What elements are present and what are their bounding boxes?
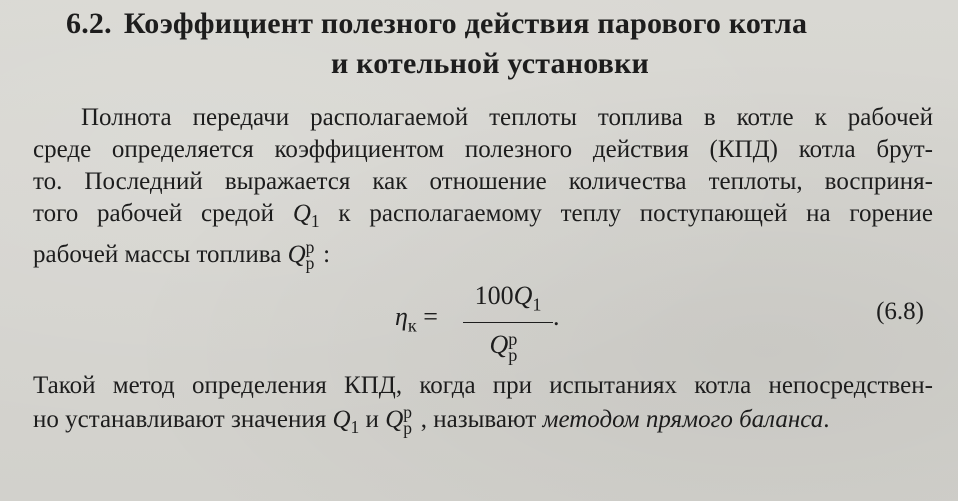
section-number: 6.2. bbox=[66, 7, 112, 40]
sup-sub bbox=[508, 327, 526, 366]
coefficient: 100 bbox=[474, 281, 514, 310]
paragraph-line: Полнота передачи располагаемой теплоты топлива в котле к рабочей bbox=[81, 104, 933, 131]
subscript-1: 1 bbox=[532, 294, 542, 315]
text-fragment: и bbox=[359, 406, 386, 433]
symbol-q: Q bbox=[489, 330, 509, 360]
sup-sub bbox=[403, 401, 421, 438]
subscript-p: р bbox=[508, 345, 518, 366]
heading-text-1: Коэффициент полезного действия парового котла bbox=[123, 7, 808, 40]
text-fragment: к располагаемому теплу поступающей на горение bbox=[319, 200, 934, 227]
formula-period: . bbox=[553, 302, 560, 331]
symbol-eta: η bbox=[395, 302, 408, 331]
symbol-qpp bbox=[287, 237, 324, 273]
superscript-p: р bbox=[305, 237, 315, 257]
paragraph-line: Такой метод определения КПД, когда при испытаниях котла непосредствен- bbox=[33, 372, 933, 399]
superscript-p: р bbox=[403, 401, 412, 422]
paragraph-method bbox=[33, 370, 933, 443]
subscript-1: 1 bbox=[350, 417, 360, 438]
paragraph-line bbox=[33, 237, 933, 271]
fraction-numerator bbox=[463, 280, 553, 320]
paragraph-line bbox=[33, 402, 933, 443]
formula-lhs bbox=[395, 302, 438, 336]
sup-sub bbox=[305, 237, 324, 273]
subscript-k: к bbox=[407, 315, 417, 336]
symbol-q1 bbox=[292, 200, 320, 232]
symbol-q: Q bbox=[513, 281, 533, 310]
subscript-1: 1 bbox=[310, 211, 320, 232]
formula-fraction bbox=[463, 280, 553, 366]
paragraph-intro bbox=[33, 102, 933, 271]
text-fragment: того рабочей средой bbox=[33, 200, 293, 227]
symbol-q: Q bbox=[292, 200, 311, 227]
symbol-q: Q bbox=[332, 406, 351, 433]
paragraph-line: среде определяется коэффициентом полезного действия (КПД) котла брут- bbox=[33, 136, 933, 163]
method-term: методом прямого баланса bbox=[542, 406, 824, 433]
text-fragment: но устанавливают значения bbox=[33, 406, 333, 433]
equation-number: (6.8) bbox=[876, 298, 924, 325]
symbol-qpp bbox=[385, 401, 421, 438]
paragraph-line bbox=[33, 198, 933, 237]
text-fragment: . bbox=[823, 406, 830, 433]
paragraph-line: то. Последний выражается как отношение количества теплоты, восприня- bbox=[33, 168, 933, 195]
fraction-denominator bbox=[463, 327, 553, 366]
text-fragment: : bbox=[323, 241, 331, 269]
superscript-p: р bbox=[508, 329, 518, 349]
heading-line-1 bbox=[60, 4, 940, 44]
heading-line-2: и котельной установки bbox=[330, 47, 650, 80]
formula-6-8 bbox=[395, 280, 595, 366]
symbol-q: Q bbox=[287, 241, 306, 269]
subscript-p: р bbox=[403, 417, 412, 438]
text-fragment: рабочей массы топлива bbox=[33, 241, 288, 269]
equals-sign: = bbox=[423, 302, 438, 331]
text-fragment: , называют bbox=[420, 406, 543, 433]
symbol-q: Q bbox=[385, 406, 404, 433]
symbol-q1 bbox=[332, 406, 360, 438]
section-heading bbox=[60, 4, 940, 84]
subscript-p: р bbox=[305, 252, 315, 273]
